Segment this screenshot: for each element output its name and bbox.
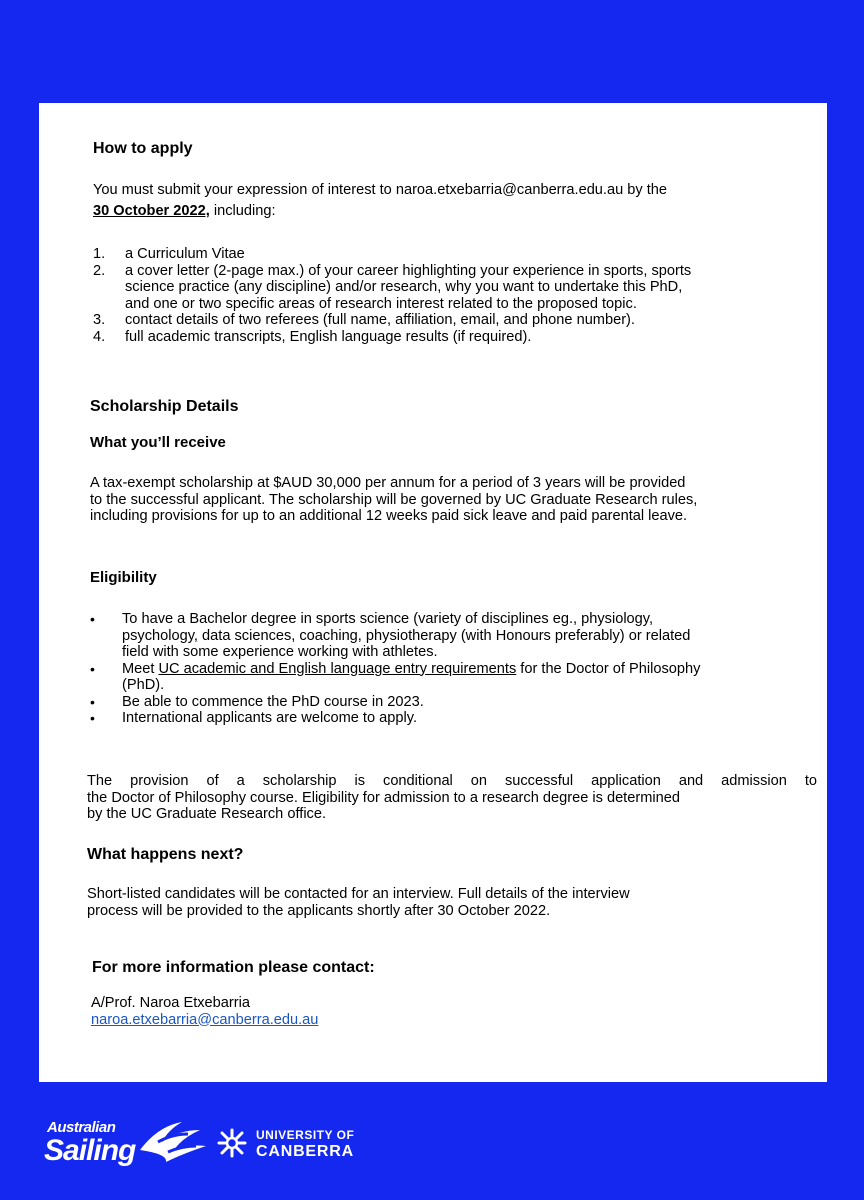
scholarship-heading: Scholarship Details xyxy=(90,398,239,415)
deadline-date: 30 October 2022, xyxy=(93,203,210,219)
bullet-icon: • xyxy=(90,611,95,627)
sailing-logo-line1: Australian xyxy=(47,1119,116,1136)
paragraph-line: the Doctor of Philosophy course. Eligibility for admission to a research degree is determined xyxy=(87,789,680,806)
scholarship-paragraph xyxy=(90,475,697,525)
list-item-text xyxy=(122,661,820,678)
paragraph-line: The provision of a scholarship is conditional on successful application and admission to xyxy=(87,773,817,789)
uc-logo-line1: UNIVERSITY OF xyxy=(256,1128,355,1142)
list-item xyxy=(93,246,813,263)
footer-logos xyxy=(0,1110,864,1180)
list-item-text: To have a Bachelor degree in sports science (variety of disciplines eg., physiology, xyxy=(122,611,654,627)
list-item-number: 4. xyxy=(93,328,106,345)
list-item-text: and one or two specific areas of research interest related to the proposed topic. xyxy=(125,295,637,312)
list-item-text: science practice (any discipline) and/or research, why you want to undertake this PhD, xyxy=(125,279,683,295)
eligibility-heading: Eligibility xyxy=(90,569,157,586)
eligibility-list xyxy=(90,611,820,727)
list-item-text: Be able to commence the PhD course in 2023. xyxy=(122,693,424,710)
apply-list xyxy=(93,246,813,345)
bullet-icon: • xyxy=(90,693,95,710)
contact-email-link[interactable]: naroa.etxebarria@canberra.edu.au xyxy=(91,1011,319,1028)
list-item-text: contact details of two referees (full name, affiliation, email, and phone number). xyxy=(125,312,635,328)
list-item xyxy=(90,661,820,694)
list-item-text: field with some experience working with athletes. xyxy=(122,644,438,660)
contact-name: A/Prof. Naroa Etxebarria xyxy=(91,995,250,1011)
list-item-text: a cover letter (2-page max.) of your career highlighting your experience in sports, sports xyxy=(125,262,692,279)
paragraph-line: A tax-exempt scholarship at $AUD 30,000 per annum for a period of 3 years will be provided xyxy=(90,475,686,491)
list-item-text: International applicants are welcome to apply. xyxy=(122,710,418,726)
list-item-text: full academic transcripts, English language results (if required). xyxy=(125,328,532,345)
list-item xyxy=(90,694,820,711)
entry-requirements-link[interactable]: UC academic and English language entry requirements xyxy=(158,660,517,677)
paragraph-line: Short-listed candidates will be contacted for an interview. Full details of the interview xyxy=(87,886,630,902)
document-page xyxy=(39,103,827,1082)
list-item-number: 3. xyxy=(93,312,106,328)
deadline-line xyxy=(93,203,276,220)
list-item-text: (PhD). xyxy=(122,677,165,693)
next-heading: What happens next? xyxy=(87,846,244,863)
deadline-including: including: xyxy=(209,203,276,219)
admission-paragraph xyxy=(87,773,817,823)
contact-block xyxy=(91,995,318,1028)
paragraph-line: process will be provided to the applicants shortly after 30 October 2022. xyxy=(87,902,551,919)
next-paragraph xyxy=(87,886,630,919)
uc-logo-line2: CANBERRA xyxy=(256,1143,354,1160)
list-item xyxy=(90,611,820,661)
paragraph-line: including provisions for up to an additional 12 weeks paid sick leave and paid parental leave. xyxy=(90,508,688,524)
text-fragment: for the Doctor of Philosophy xyxy=(516,660,701,677)
list-item-number: 1. xyxy=(93,246,106,262)
list-item xyxy=(93,263,813,313)
list-item xyxy=(90,710,820,727)
paragraph-line: to the successful applicant. The scholarship will be governed by UC Graduate Research rules, xyxy=(90,491,698,508)
list-item xyxy=(93,329,813,346)
list-item-number: 2. xyxy=(93,262,106,279)
paragraph-line: by the UC Graduate Research office. xyxy=(87,806,327,822)
contact-heading: For more information please contact: xyxy=(92,959,375,976)
sailing-logo-line2: Sailing xyxy=(44,1134,136,1167)
how-to-apply-heading: How to apply xyxy=(93,140,193,157)
list-item-text: a Curriculum Vitae xyxy=(125,246,245,262)
receive-subheading: What you’ll receive xyxy=(90,434,226,451)
list-item xyxy=(93,312,813,329)
uc-star-icon xyxy=(217,1128,247,1158)
text-fragment: Meet xyxy=(122,660,159,677)
sailing-wave-icon xyxy=(138,1116,208,1164)
list-item-text: psychology, data sciences, coaching, physiotherapy (with Honours preferably) or related xyxy=(122,627,691,644)
bullet-icon: • xyxy=(90,660,95,677)
how-to-apply-intro: You must submit your expression of interest to naroa.etxebarria@canberra.edu.au by the xyxy=(93,182,668,198)
bullet-icon: • xyxy=(90,710,95,726)
